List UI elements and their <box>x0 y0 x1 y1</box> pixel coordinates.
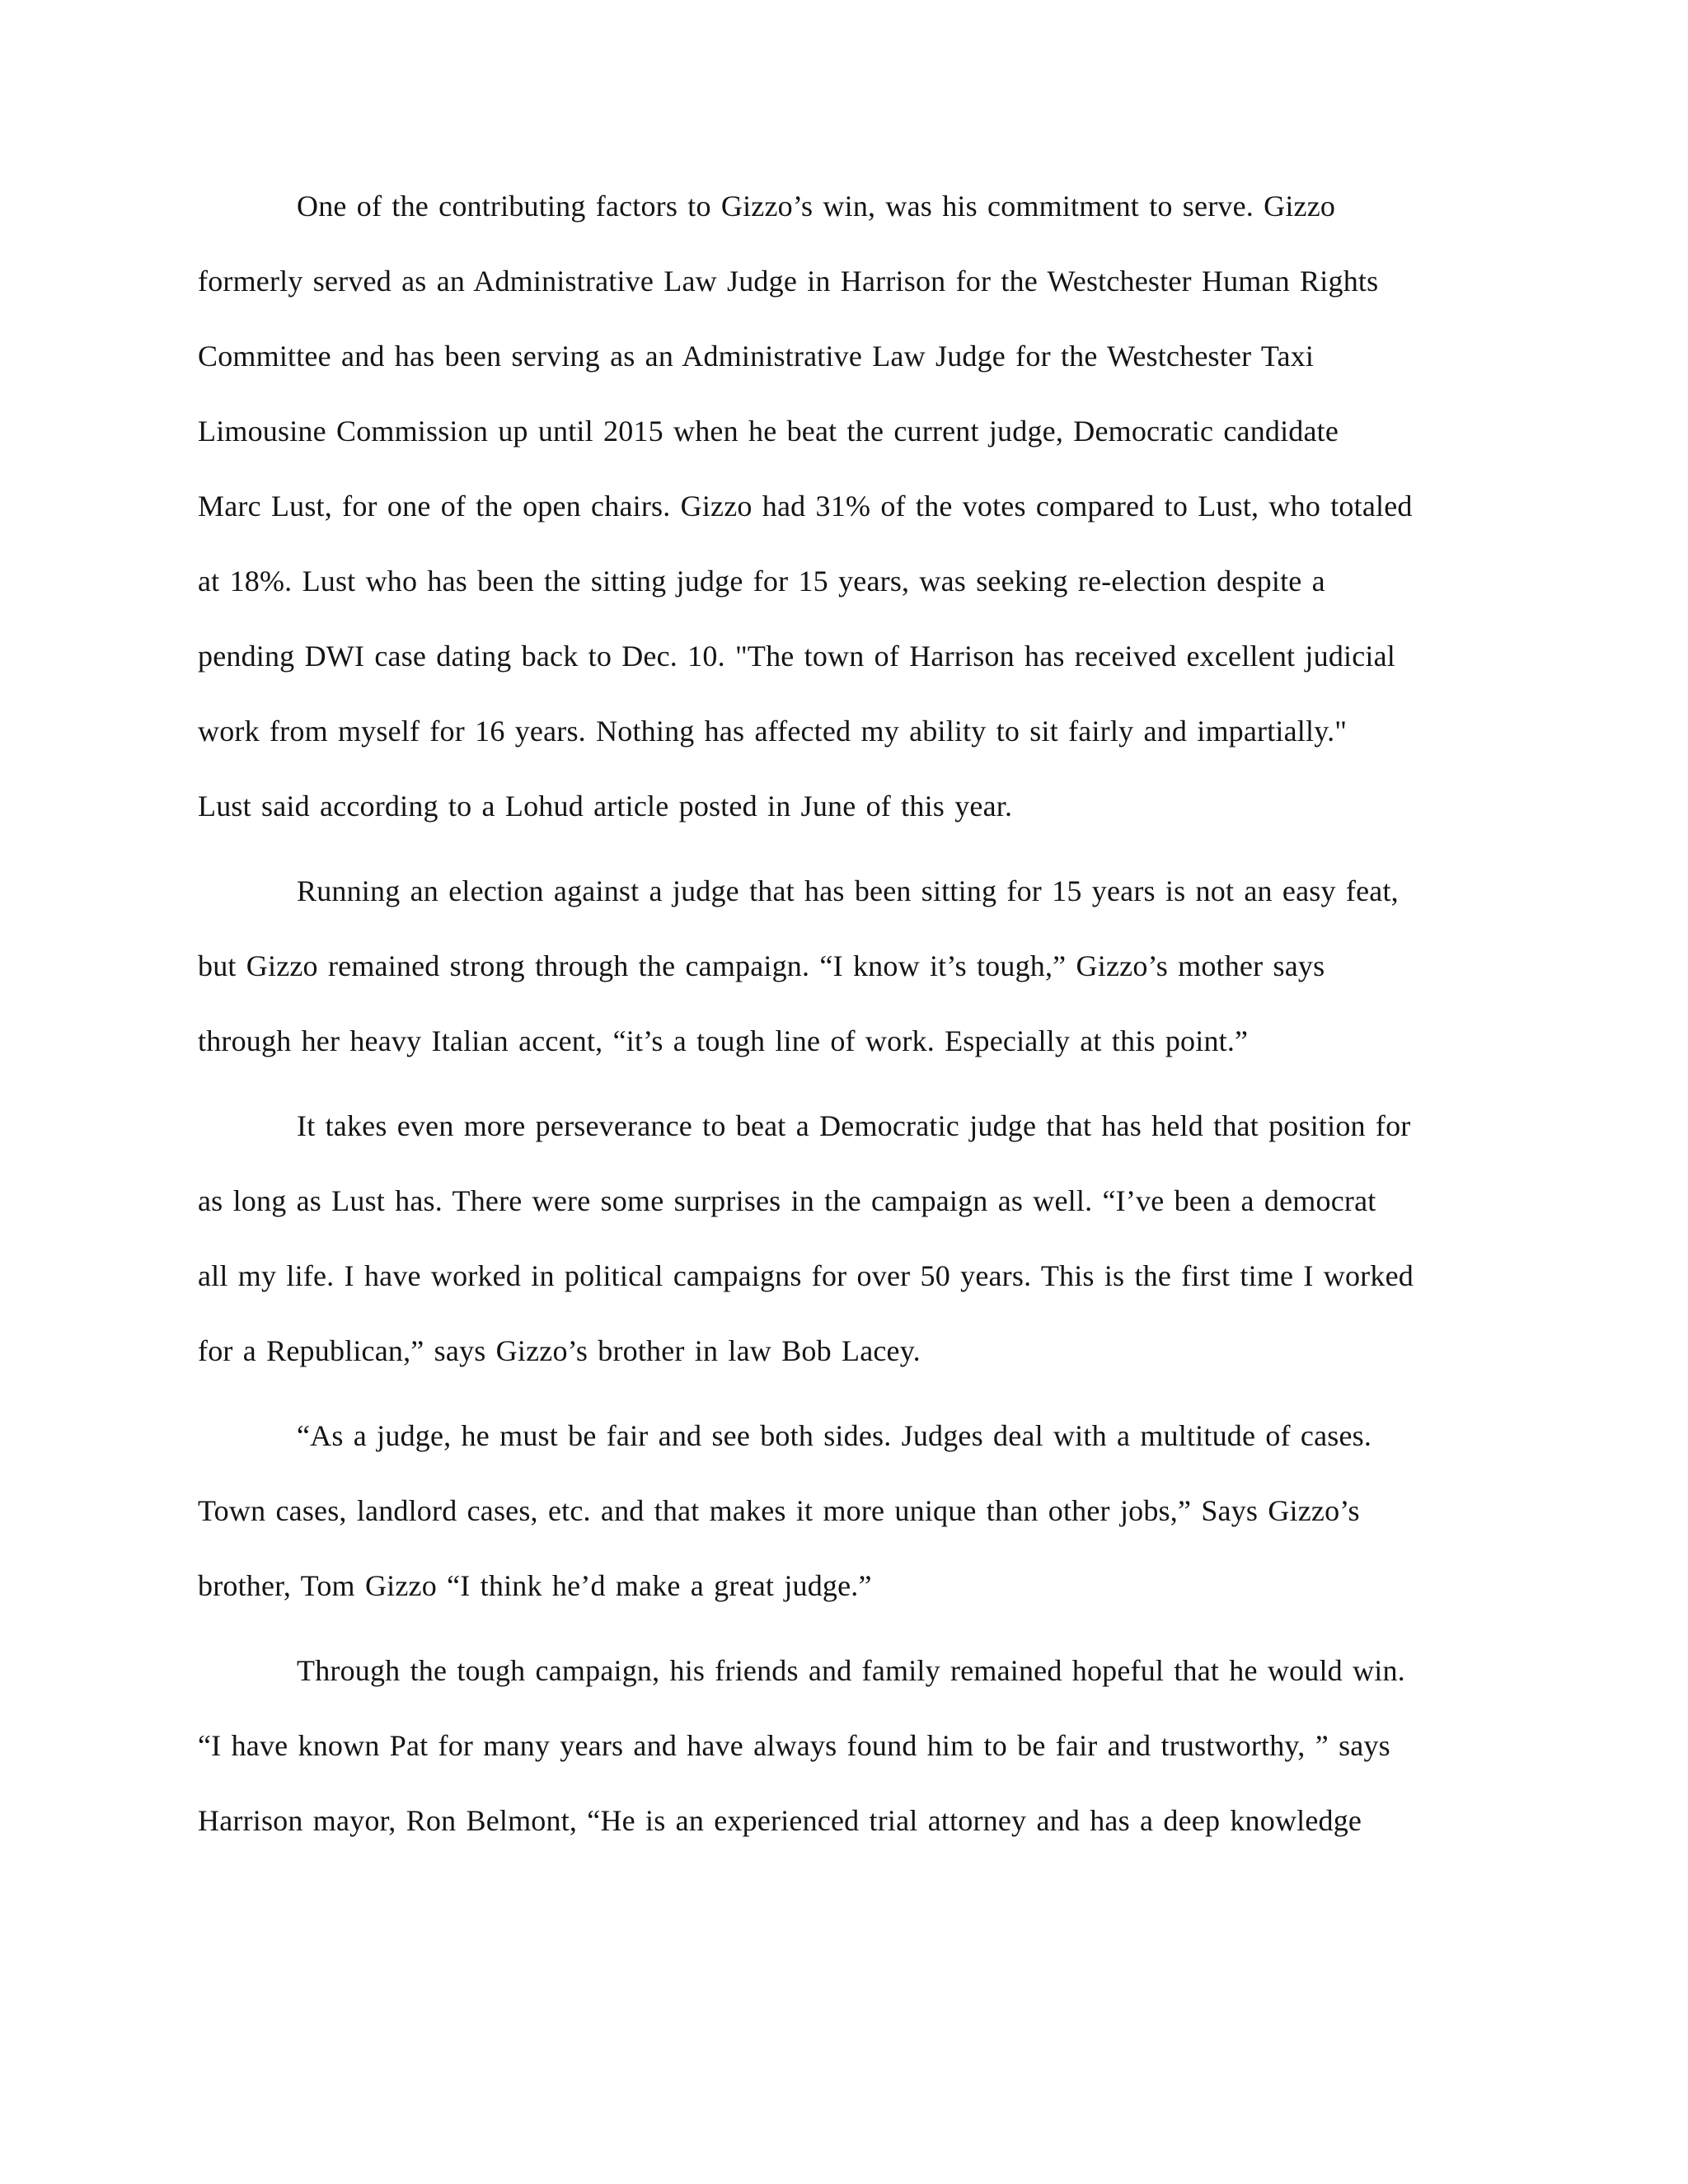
paragraph-1 <box>198 191 1500 866</box>
text-line: work from myself for 16 years. Nothing has affected my ability to sit fairly and impartially." <box>198 715 1348 748</box>
text-line: It takes even more perseverance to beat a Democratic judge that has held that position for <box>297 1109 1411 1142</box>
article-body <box>198 191 1500 1881</box>
text-line: Limousine Commission up until 2015 when he beat the current judge, Democratic candidate <box>198 415 1339 448</box>
text-line: at 18%. Lust who has been the sitting judge for 15 years, was seeking re-election despite a <box>198 565 1325 598</box>
text-line: Lust said according to a Lohud article posted in June of this year. <box>198 790 1013 823</box>
text-line: for a Republican,” says Gizzo’s brother in law Bob Lacey. <box>198 1334 921 1367</box>
paragraph-5 <box>198 1656 1500 1881</box>
text-line: all my life. I have worked in political campaigns for over 50 years. This is the first time I worked <box>198 1259 1414 1292</box>
text-line: “I have known Pat for many years and have always found him to be fair and trustworthy, ” says <box>198 1729 1390 1762</box>
text-line: Town cases, landlord cases, etc. and that makes it more unique than other jobs,” Says Gizzo’s <box>198 1494 1360 1527</box>
text-line: “As a judge, he must be fair and see both sides. Judges deal with a multitude of cases. <box>297 1419 1372 1452</box>
text-line: Through the tough campaign, his friends and family remained hopeful that he would win. <box>297 1654 1405 1687</box>
text-line: pending DWI case dating back to Dec. 10. "The town of Harrison has received excellent judicial <box>198 640 1395 673</box>
text-line: Running an election against a judge that has been sitting for 15 years is not an easy feat, <box>297 874 1399 907</box>
text-line: Marc Lust, for one of the open chairs. Gizzo had 31% of the votes compared to Lust, who totaled <box>198 490 1413 523</box>
paragraph-3 <box>198 1111 1500 1411</box>
text-line: brother, Tom Gizzo “I think he’d make a great judge.” <box>198 1569 872 1602</box>
text-line: as long as Lust has. There were some surprises in the campaign as well. “I’ve been a democrat <box>198 1184 1376 1217</box>
text-line: Harrison mayor, Ron Belmont, “He is an experienced trial attorney and has a deep knowledge <box>198 1804 1362 1837</box>
paragraph-2 <box>198 876 1500 1101</box>
text-line: Committee and has been serving as an Administrative Law Judge for the Westchester Taxi <box>198 340 1315 373</box>
text-line: through her heavy Italian accent, “it’s a tough line of work. Especially at this point.” <box>198 1024 1249 1057</box>
text-line: formerly served as an Administrative Law Judge in Harrison for the Westchester Human Rights <box>198 265 1379 298</box>
paragraph-4 <box>198 1421 1500 1646</box>
text-line: One of the contributing factors to Gizzo’s win, was his commitment to serve. Gizzo <box>297 190 1336 223</box>
text-line: but Gizzo remained strong through the campaign. “I know it’s tough,” Gizzo’s mother says <box>198 949 1325 982</box>
